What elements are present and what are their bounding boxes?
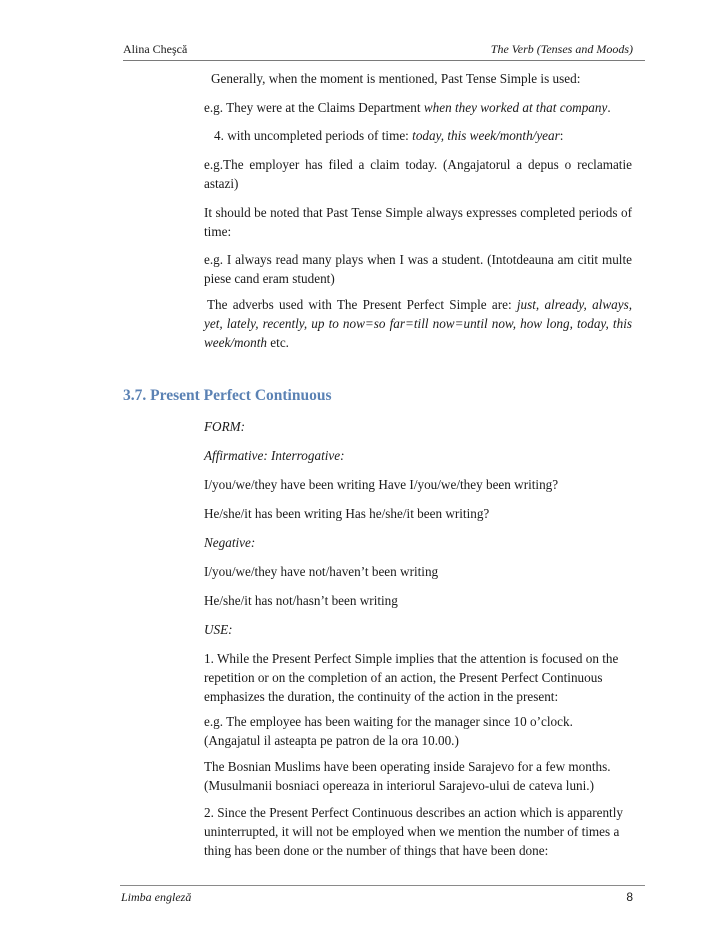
adverb-list: just, already, always, yet, lately, recently, up to now=so far=till now=until now, how long, today, this week/month [204,297,633,350]
header-running-title: The Verb (Tenses and Moods) [490,42,633,56]
text-suffix: : [559,128,564,143]
paragraph-completed-periods [204,203,632,241]
page-number: 8 [626,890,633,904]
paragraph-adverbs [204,295,632,352]
negative-line-plural: I/you/we/they have not/haven’t been writing [204,564,439,579]
paragraph-past-tense-note [211,69,639,88]
text-suffix: . [607,100,611,115]
paragraph-example-plays [204,250,632,288]
text-line: 2. Since the Present Perfect Continuous describes an action which is apparently [204,805,623,820]
paragraph-example-claims [204,98,632,117]
text-line: repetition or on the completion of an action, the Present Perfect Continuous [204,670,603,685]
paragraph-text: e.g. I always read many plays when I was a student. (Intotdeauna am citit multe piese cand eram student) [204,252,632,286]
conjugation-line-plural: I/you/we/they have been writing Have I/you/we/they been writing? [204,477,559,492]
example-bosnian [204,757,632,795]
paragraph-text: Generally, when the moment is mentioned, Past Tense Simple is used: [211,71,581,86]
page-footer [120,885,645,904]
use-label: USE: [204,622,233,637]
text-prefix: 4. with uncompleted periods of time: [214,128,413,143]
affirmative-interrogative-label: Affirmative: Interrogative: [204,448,345,463]
text-line: emphasizes the duration, the continuity of the action in the present: [204,689,559,704]
negative-line-singular: He/she/it has not/hasn’t been writing [204,593,398,608]
page-header [123,40,645,61]
text-line: e.g. The employee has been waiting for the manager since 10 o’clock. [204,714,573,729]
text-italic: when they worked at that company [423,100,608,115]
text-line: 1. While the Present Perfect Simple implies that the attention is focused on the [204,651,619,666]
paragraph-text: It should be noted that Past Tense Simple always expresses completed periods of time: [204,205,632,239]
paragraph-text: e.g.The employer has filed a claim today. (Angajatorul a depus o reclamatie astazi) [204,157,632,191]
form-label: FORM: [204,419,246,434]
text-suffix: etc. [267,335,289,350]
text-italic: today, this week/month/year [412,128,560,143]
header-author: Alina Cheşcă [123,42,188,56]
paragraph-use-1 [204,649,632,706]
conjugation-line-singular: He/she/it has been writing Has he/she/it been writing? [204,506,490,521]
text-line: (Musulmanii bosniaci opereaza in interiorul Sarajevo-ului de cateva luni.) [204,778,594,793]
text-prefix: e.g. They were at the Claims Department [204,100,424,115]
footer-course: Limba engleză [121,890,192,904]
text-line: The Bosnian Muslims have been operating inside Sarajevo for a few months. [204,759,611,774]
section-heading: 3.7. Present Perfect Continuous [123,387,332,404]
example-employee [204,712,632,750]
paragraph-uncompleted-periods [214,126,642,145]
text-line: (Angajatul il asteapta pe patron de la ora 10.00.) [204,733,459,748]
paragraph-example-employer [204,155,632,193]
text-prefix: The adverbs used with The Present Perfect Simple are: [207,297,517,312]
paragraph-use-2 [204,803,632,860]
text-line: uninterrupted, it will not be employed when we mention the number of times a [204,824,620,839]
text-line: thing has been done or the number of things that have been done: [204,843,549,858]
negative-label: Negative: [204,535,256,550]
